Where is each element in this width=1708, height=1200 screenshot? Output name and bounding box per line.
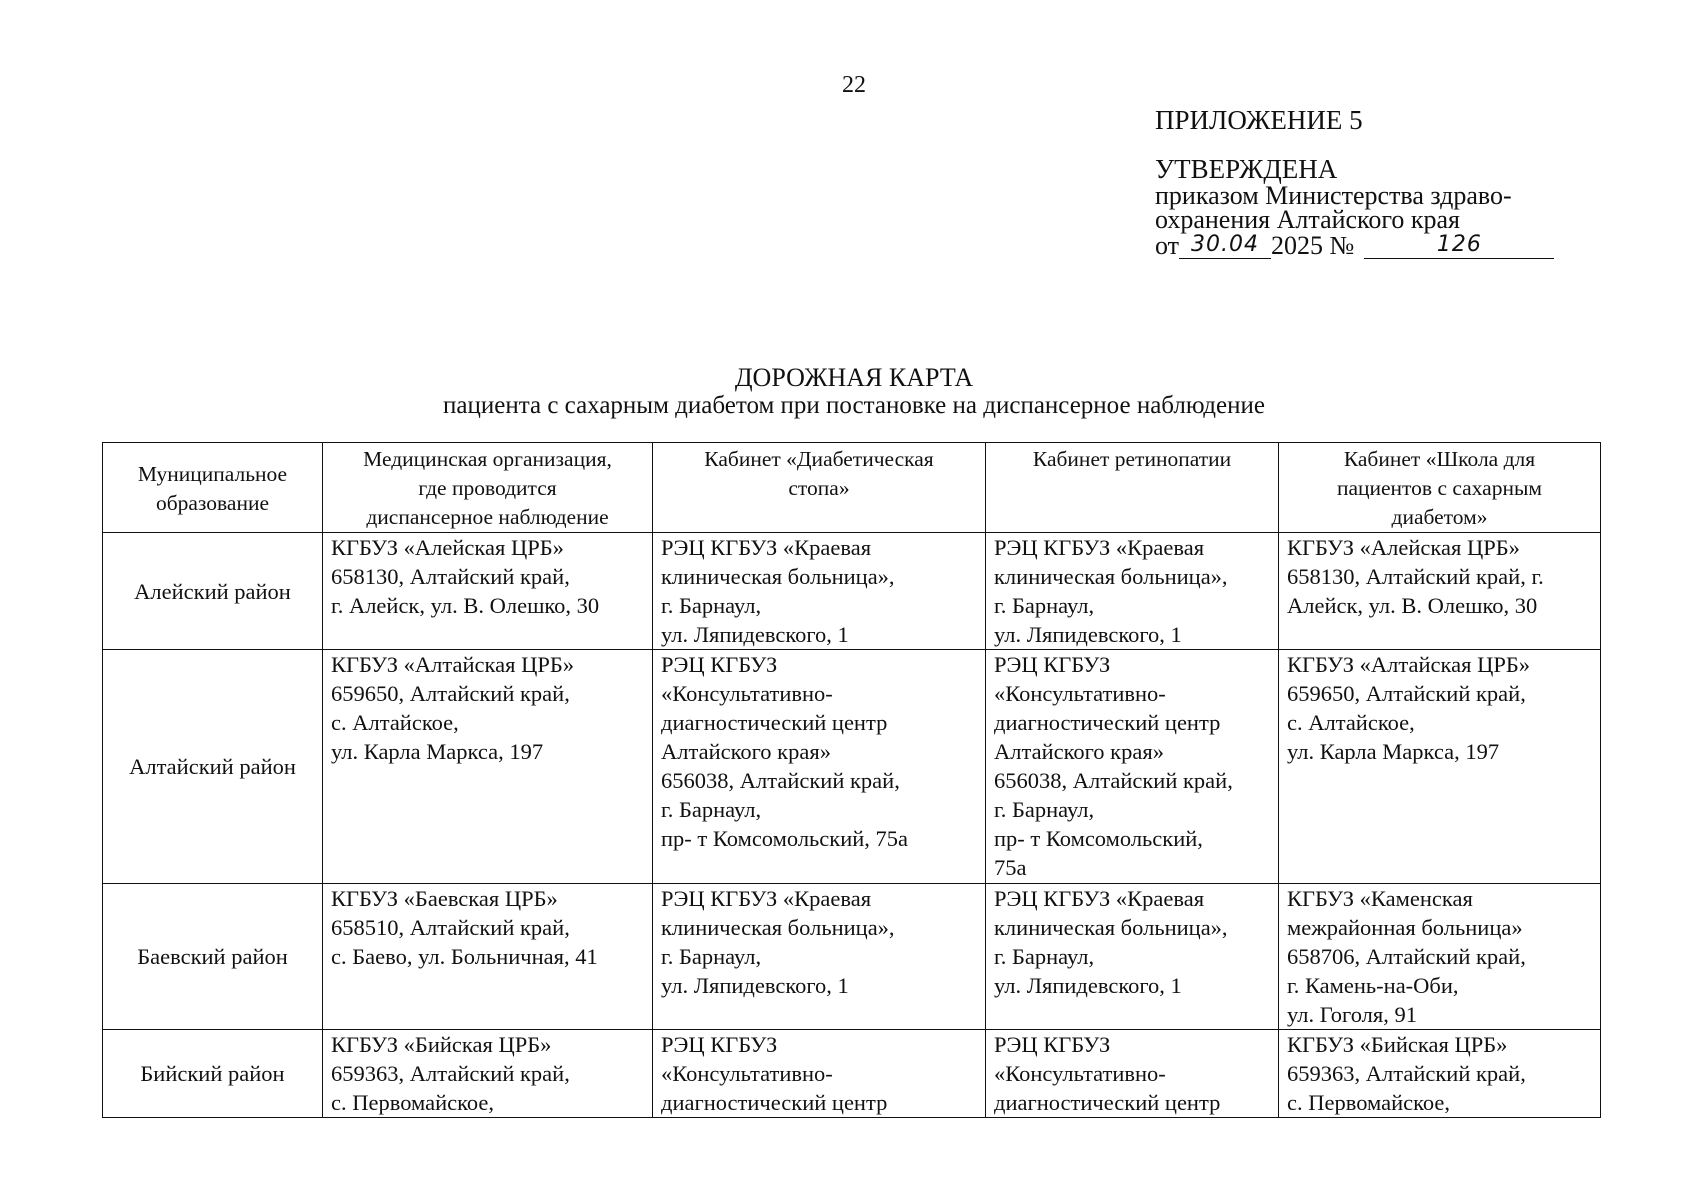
table-row [103, 650, 1601, 884]
cell-organization: КГБУЗ «Баевская ЦРБ» 658510, Алтайский край, с. Баево, ул. Больничная, 41 [323, 884, 653, 1030]
table-header-row [103, 443, 1601, 533]
cell-retinopathy: РЭЦ КГБУЗ «Консультативно- диагностический центр Алтайского края» 656038, Алтайский край, г. Барнаул, пр- т Комсомольский, 75а [986, 650, 1279, 884]
header-retinopathy: Кабинет ретинопатии [986, 443, 1279, 533]
cell-diabetes-school: КГБУЗ «Бийская ЦРБ» 659363, Алтайский край, с. Первомайское, [1279, 1030, 1601, 1118]
header-diabetic-foot: Кабинет «Диабетическая стопа» [653, 443, 986, 533]
cell-diabetic-foot: РЭЦ КГБУЗ «Консультативно- диагностический центр Алтайского края» 656038, Алтайский край, г. Барнаул, пр- т Комсомольский, 75а [653, 650, 986, 884]
cell-municipality: Алтайский район [103, 650, 323, 884]
document-subtitle: пациента с сахарным диабетом при постановке на диспансерное наблюдение [443, 392, 1265, 419]
header-organization: Медицинская организация, где проводится диспансерное наблюдение [323, 443, 653, 533]
approval-block [1155, 105, 1575, 260]
handwritten-date: 30.04 [1179, 232, 1271, 259]
cell-municipality: Баевский район [103, 884, 323, 1030]
page-number: 22 [842, 72, 866, 98]
roadmap-table [102, 442, 1601, 1118]
cell-organization: КГБУЗ «Бийская ЦРБ» 659363, Алтайский край, с. Первомайское, [323, 1030, 653, 1118]
header-municipality: Муниципальное образование [103, 443, 323, 533]
cell-diabetic-foot: РЭЦ КГБУЗ «Краевая клиническая больница», г. Барнаул, ул. Ляпидевского, 1 [653, 884, 986, 1030]
cell-diabetes-school: КГБУЗ «Каменская межрайонная больница» 658706, Алтайский край, г. Камень-на-Оби, ул. Гоголя, 91 [1279, 884, 1601, 1030]
cell-diabetes-school: КГБУЗ «Алтайская ЦРБ» 659650, Алтайский край, с. Алтайское, ул. Карла Маркса, 197 [1279, 650, 1601, 884]
cell-retinopathy: РЭЦ КГБУЗ «Краевая клиническая больница», г. Барнаул, ул. Ляпидевского, 1 [986, 533, 1279, 650]
cell-diabetes-school: КГБУЗ «Алейская ЦРБ» 658130, Алтайский край, г. Алейск, ул. В. Олешко, 30 [1279, 533, 1601, 650]
cell-municipality: Бийский район [103, 1030, 323, 1118]
document-title: ДОРОЖНАЯ КАРТА [734, 363, 974, 392]
handwritten-order-number: 126 [1364, 232, 1554, 259]
cell-organization: КГБУЗ «Алейская ЦРБ» 658130, Алтайский край, г. Алейск, ул. В. Олешко, 30 [323, 533, 653, 650]
table-row [103, 1030, 1601, 1118]
cell-organization: КГБУЗ «Алтайская ЦРБ» 659650, Алтайский край, с. Алтайское, ул. Карла Маркса, 197 [323, 650, 653, 884]
date-prefix: от [1155, 231, 1180, 260]
cell-retinopathy: РЭЦ КГБУЗ «Краевая клиническая больница», г. Барнаул, ул. Ляпидевского, 1 [986, 884, 1279, 1030]
cell-municipality: Алейский район [103, 533, 323, 650]
table-row [103, 533, 1601, 650]
appendix-label: ПРИЛОЖЕНИЕ 5 [1155, 105, 1363, 135]
cell-diabetic-foot: РЭЦ КГБУЗ «Краевая клиническая больница», г. Барнаул, ул. Ляпидевского, 1 [653, 533, 986, 650]
table-row [103, 884, 1601, 1030]
order-date-line [1155, 232, 1575, 259]
order-line-2: охранения Алтайского края [1155, 205, 1461, 234]
cell-diabetic-foot: РЭЦ КГБУЗ «Консультативно- диагностический центр [653, 1030, 986, 1118]
cell-retinopathy: РЭЦ КГБУЗ «Консультативно- диагностический центр [986, 1030, 1279, 1118]
year-number-label: 2025 № [1271, 231, 1355, 260]
header-diabetes-school: Кабинет «Школа для пациентов с сахарным диабетом» [1279, 443, 1601, 533]
approved-label: УТВЕРЖДЕНА [1155, 154, 1338, 184]
order-line-1: приказом Министерства здраво- [1155, 181, 1512, 210]
